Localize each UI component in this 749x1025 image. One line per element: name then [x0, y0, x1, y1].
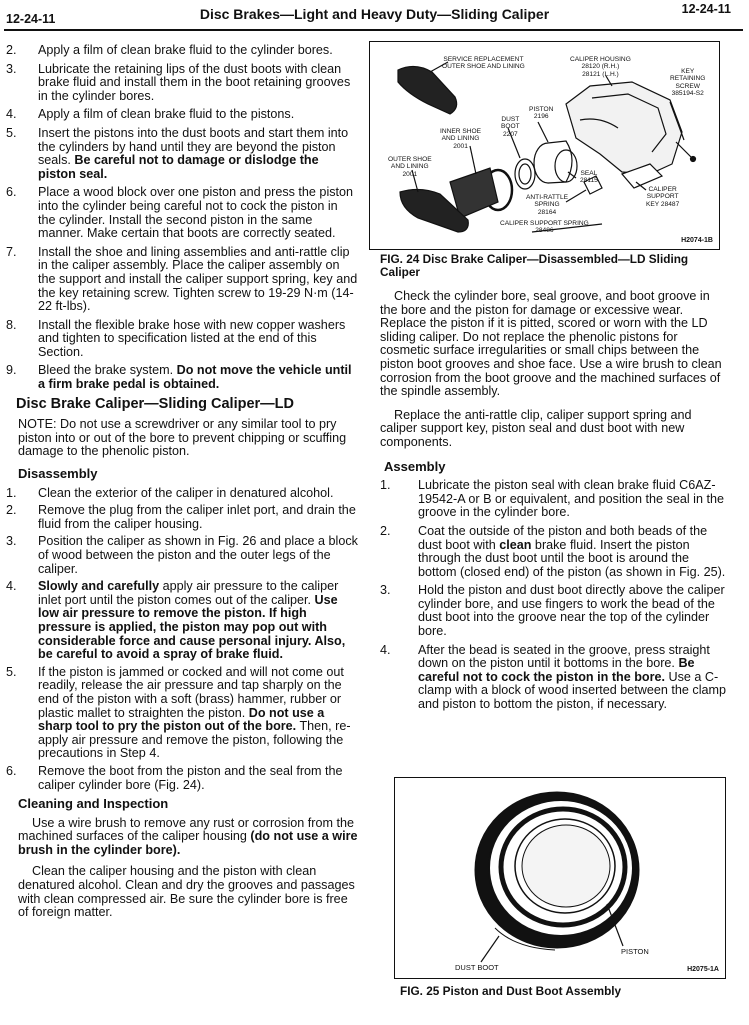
list-item: 1. Lubricate the piston seal with clean brake fluid C6AZ-19542-A or B or equivalent, and position the seal in the groove in the cylinder bore.	[380, 478, 724, 520]
list-item: 9. Bleed the brake system. Do not move the vehicle until a firm brake pedal is obtained.	[6, 363, 352, 392]
label-caliper-support-key: CALIPER SUPPORT KEY 28487	[646, 186, 680, 208]
list-item: 2. Remove the plug from the caliper inlet port, and drain the fluid from the caliper housing.	[6, 503, 356, 531]
list-item: 3. Lubricate the retaining lips of the dust boots with clean brake fluid and install them in the boot retaining grooves in the cylinder bores.	[6, 61, 351, 103]
label-inner-shoe: INNER SHOE AND LINING 2001	[440, 128, 482, 150]
list-item: 7. Install the shoe and lining assemblies and anti-rattle clip in the caliper assembly. Place the caliper assembly on the support and install the caliper support spring, key and the key retaining screw. Tighten screw to 19-29 N·m (14-22 ft-lbs).	[6, 244, 358, 314]
label-service-replacement-shoe: SERVICE REPLACEMENT OUTER SHOE AND LINING	[442, 56, 525, 71]
left-column	[6, 44, 358, 928]
list-item: 3. Hold the piston and dust boot directly above the caliper cylinder bore, and use fingers to work the bead of the dust boot into the groove near the top of the cylinder bore.	[380, 583, 725, 639]
label-piston: PISTON	[621, 947, 649, 956]
figure-code: H2074-1B	[681, 237, 713, 244]
list-item: 4. After the bead is seated in the groove, press straight down on the piston until it bottoms in the bore. Be careful not to cock the piston in the bore. Use a C-clamp with a block of wood inserted between the clamp and piston to bottom the piston, if necessary.	[380, 642, 727, 712]
section-heading: Disc Brake Caliper—Sliding Caliper—LD	[16, 395, 294, 412]
figure-code: H2075-1A	[687, 966, 719, 973]
label-caliper-support-spring: CALIPER SUPPORT SPRING 28486	[500, 220, 589, 235]
inspection-paragraph: Check the cylinder bore, seal groove, and boot groove in the bore and the piston for damage or excessive wear. Replace the piston if it is pitted, scored or worn with the LD sliding caliper. Do not replace the phenolic pistons for cosmetic surface irregularities or small chips between the piston boot grooves and shoe face. Use a wire brush to clean corrosion from the boot groove and the machined surfaces of the spindle assembly.	[380, 289, 722, 399]
page-number-right: 12-24-11	[681, 2, 731, 16]
list-item: 5. Insert the pistons into the dust boots and start them into the cylinders by hand until they are beyond the piston seals. Be careful not to damage or dislodge the piston seal.	[6, 125, 349, 181]
list-item: 4. Slowly and carefully apply air pressure to the caliper inlet port until the piston comes out of the caliper. Use low air pressure to remove the piston. If high pressure is applied, the piston may pop out with considerable force and cause personal injury. Also, be careful to avoid a spray of brake fluid.	[6, 579, 346, 662]
label-seal: SEAL 28115	[580, 170, 598, 185]
label-key-retaining-screw: KEY RETAINING SCREW 385194-S2	[670, 68, 706, 98]
figure-24-caption: FIG. 24 Disc Brake Caliper—Disassembled—LD Sliding Caliper	[380, 252, 689, 279]
label-outer-shoe: OUTER SHOE AND LINING 2001	[388, 156, 432, 178]
page-header	[0, 0, 749, 32]
list-item: 2. Coat the outside of the piston and both beads of the dust boot with clean brake fluid. Insert the piston through the dust boot until the boot is around the bottom (closed end) of the piston (as shown in Fig. 25).	[380, 523, 726, 579]
label-piston: PISTON 2196	[529, 106, 554, 121]
caliper-exploded-drawing	[370, 42, 719, 249]
label-dust-boot: DUST BOOT 2207	[501, 116, 520, 138]
list-item: 2. Apply a film of clean brake fluid to the cylinder bores.	[6, 43, 333, 57]
cleaning-heading: Cleaning and Inspection	[18, 796, 169, 812]
note-text: NOTE: Do not use a screwdriver or any similar tool to pry piston into or out of the bore to prevent chipping or scuffing damage to the phenolic piston.	[18, 417, 347, 459]
list-item: 8. Install the flexible brake hose with new copper washers and tighten to specification listed at the end of this Section.	[6, 317, 346, 359]
page-number-left: 12-24-11	[6, 12, 56, 26]
cleaning-paragraph: Clean the caliper housing and the piston with clean denatured alcohol. Clean and dry the grooves and passages with clean compressed air. Be sure the cylinder bore is free of foreign matter.	[18, 864, 355, 920]
install-steps	[6, 44, 358, 392]
piston-boot-drawing	[395, 778, 725, 978]
header-rule	[4, 29, 743, 31]
figure-24-exploded-view	[369, 41, 720, 250]
disassembly-heading: Disassembly	[18, 466, 98, 482]
list-item: 6. Place a wood block over one piston and press the piston into the cylinder being careful not to cock the piston in the cylinder. Install the second piston in the same manner. Make certain that boots are correctly seated.	[6, 185, 354, 241]
assembly-steps	[380, 479, 726, 712]
list-item: 1. Clean the exterior of the caliper in denatured alcohol.	[6, 485, 334, 500]
disassembly-steps	[6, 487, 358, 792]
list-item: 5. If the piston is jammed or cocked and will not come out readily, release the air pressure and tap sharply on the end of the piston with a soft (brass) hammer, rubber or plastic mallet to straighten the piston. Do not use a sharp tool to pry the piston out of the bore. Then, re-apply air pressure and remove the piston, following the precautions in Step 4.	[6, 664, 351, 761]
label-caliper-housing: CALIPER HOUSING 28120 (R.H.) 28121 (L.H.)	[570, 56, 631, 78]
list-item: 3. Position the caliper as shown in Fig. 26 and place a block of wood between the piston and the outer legs of the caliper.	[6, 534, 358, 576]
figure-25-caption: FIG. 25 Piston and Dust Boot Assembly	[400, 984, 622, 998]
cleaning-paragraph: Use a wire brush to remove any rust or corrosion from the machined surfaces of the caliper housing (do not use a wire brush in the cylinder bore).	[18, 815, 358, 857]
list-item: 6. Remove the boot from the piston and the seal from the caliper cylinder bore (Fig. 24).	[6, 763, 343, 792]
replace-paragraph: Replace the anti-rattle clip, caliper support spring and caliper support key, piston seal and dust boot with new components.	[380, 407, 692, 449]
page-title: Disc Brakes—Light and Heavy Duty—Sliding Caliper	[199, 6, 550, 22]
label-anti-rattle-spring: ANTI-RATTLE SPRING 28164	[526, 194, 569, 216]
assembly-heading: Assembly	[384, 458, 446, 474]
label-dust-boot: DUST BOOT	[455, 963, 499, 972]
figure-25-piston-boot	[394, 777, 726, 979]
list-item: 4. Apply a film of clean brake fluid to the pistons.	[6, 107, 295, 122]
right-column	[380, 290, 726, 717]
